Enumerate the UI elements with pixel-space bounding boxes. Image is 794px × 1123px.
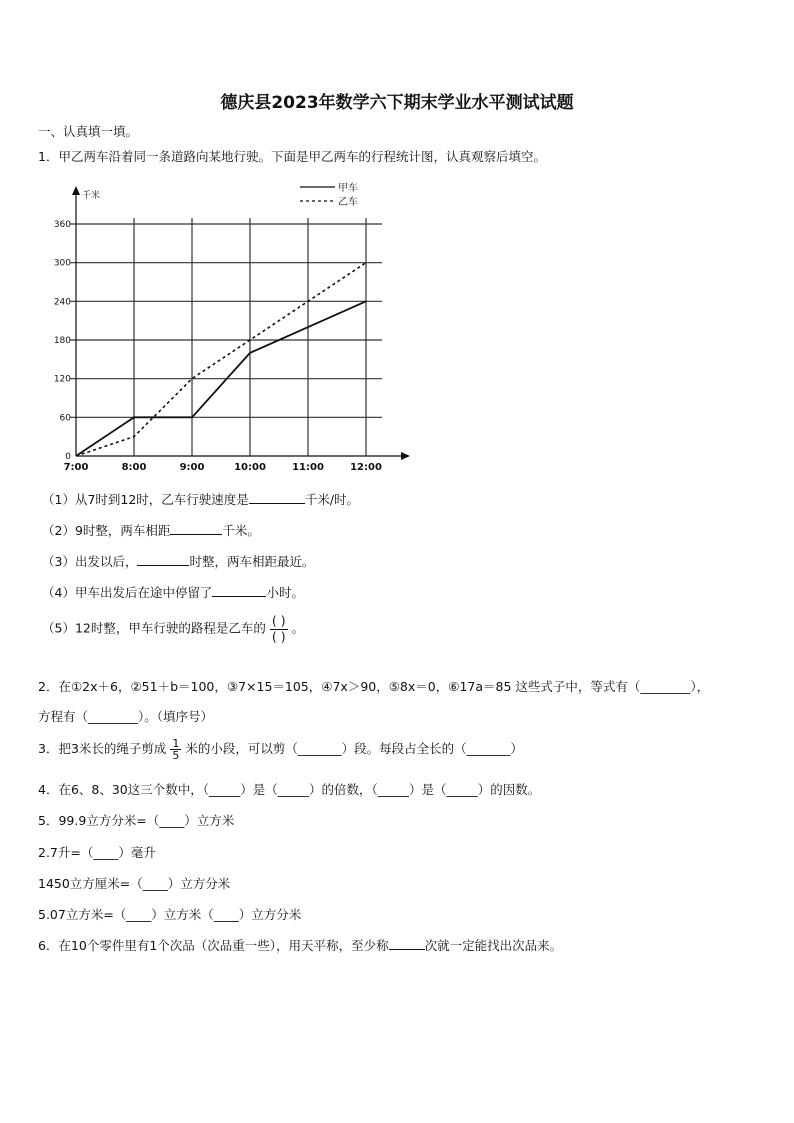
question-1-part-1 <box>42 490 359 508</box>
page-title: 德庆县2023年数学六下期末学业水平测试试题 <box>220 93 574 113</box>
answer-blank[interactable] <box>170 522 222 535</box>
fraction-denominator: ( ) <box>271 628 286 644</box>
y-tick-label: 180 <box>53 336 71 346</box>
x-tick-label: 9:00 <box>179 462 205 473</box>
answer-blank[interactable] <box>249 491 305 504</box>
y-tick-label: 300 <box>53 258 71 269</box>
fraction-denominator: 5 <box>172 749 180 762</box>
question-2-line-2: 方程有（________）。（填序号） <box>38 709 214 724</box>
y-axis-label: 千米 <box>82 191 101 201</box>
q1-2-text: （2）9时整，两车相距 <box>42 523 171 538</box>
q1-1-unit: 千米/时。 <box>304 492 360 507</box>
x-axis-arrow <box>401 452 410 460</box>
y-axis-arrow <box>72 186 80 195</box>
q1-4-unit: 小时。 <box>266 585 304 600</box>
question-5-line-3: 1450立方厘米=（____）立方分米 <box>38 876 231 891</box>
y-tick-label: 120 <box>53 374 71 385</box>
q1-3-unit: 时整，两车相距最近。 <box>189 554 315 569</box>
fraction-numerator: 1 <box>172 737 180 750</box>
answer-blank[interactable] <box>389 937 425 950</box>
question-1-part-4 <box>42 583 304 601</box>
q6-text-a: 6．在10个零件里有1个次品（次品重一些），用天平称，至少称 <box>38 938 389 953</box>
question-1-part-3 <box>42 552 314 570</box>
fraction-numerator: ( ) <box>271 613 286 628</box>
answer-blank[interactable] <box>212 584 266 597</box>
x-tick-label: 11:00 <box>292 462 324 473</box>
q3-text-a: 3．把3米长的绳子剪成 <box>38 741 167 756</box>
y-tick-label: 240 <box>53 297 71 308</box>
question-1-part-2 <box>42 521 260 539</box>
question-6 <box>38 936 562 954</box>
travel-line-chart <box>38 176 418 476</box>
question-1-stem: 1．甲乙两车沿着同一条道路向某地行驶。下面是甲乙两车的行程统计图，认真观察后填空。 <box>38 149 546 164</box>
q1-4-text: （4）甲车出发后在途中停留了 <box>42 585 213 600</box>
fraction-one-fifth <box>170 738 181 761</box>
answer-blank[interactable] <box>137 553 189 566</box>
legend-label: 乙车 <box>338 197 358 208</box>
question-5-line-1: 5．99.9立方分米=（____）立方米 <box>38 813 235 828</box>
q3-text-b: 米的小段，可以剪（_______）段。每段占全长的（_______） <box>185 741 523 756</box>
y-tick-label: 0 <box>65 452 71 462</box>
x-tick-label: 10:00 <box>234 462 266 473</box>
q1-5-text: （5）12时整，甲车行驶的路程是乙车的 <box>42 620 266 636</box>
question-3 <box>38 738 523 761</box>
x-tick-label: 7:00 <box>63 462 89 473</box>
q6-text-b: 次就一定能找出次品来。 <box>424 938 563 953</box>
q1-1-text: （1）从7时到12时，乙车行驶速度是 <box>42 492 249 507</box>
q1-3-text: （3）出发以后， <box>42 554 138 569</box>
section-heading: 一、认真填一填。 <box>38 124 139 139</box>
question-2-line-1: 2．在①2x＋6，②51＋b＝100，③7×15＝105，④7x＞90，⑤8x＝0，⑥17a＝85 这些式子中，等式有（________）， <box>38 679 710 694</box>
question-4: 4．在6、8、30这三个数中，（_____）是（_____）的倍数，（_____）是（_____）的因数。 <box>38 782 541 797</box>
question-5-line-4: 5.07立方米=（____）立方米（____）立方分米 <box>38 907 302 922</box>
question-5-line-2: 2.7升=（____）毫升 <box>38 845 156 860</box>
y-tick-label: 60 <box>59 413 71 424</box>
legend-label: 甲车 <box>338 183 358 194</box>
question-1-part-5 <box>42 614 304 644</box>
q1-5-end: 。 <box>291 620 305 636</box>
fraction-answer[interactable] <box>270 614 288 644</box>
q1-2-unit: 千米。 <box>222 523 260 538</box>
y-tick-label: 360 <box>53 220 71 230</box>
x-tick-label: 8:00 <box>121 462 147 473</box>
x-tick-label: 12:00 <box>350 462 382 473</box>
